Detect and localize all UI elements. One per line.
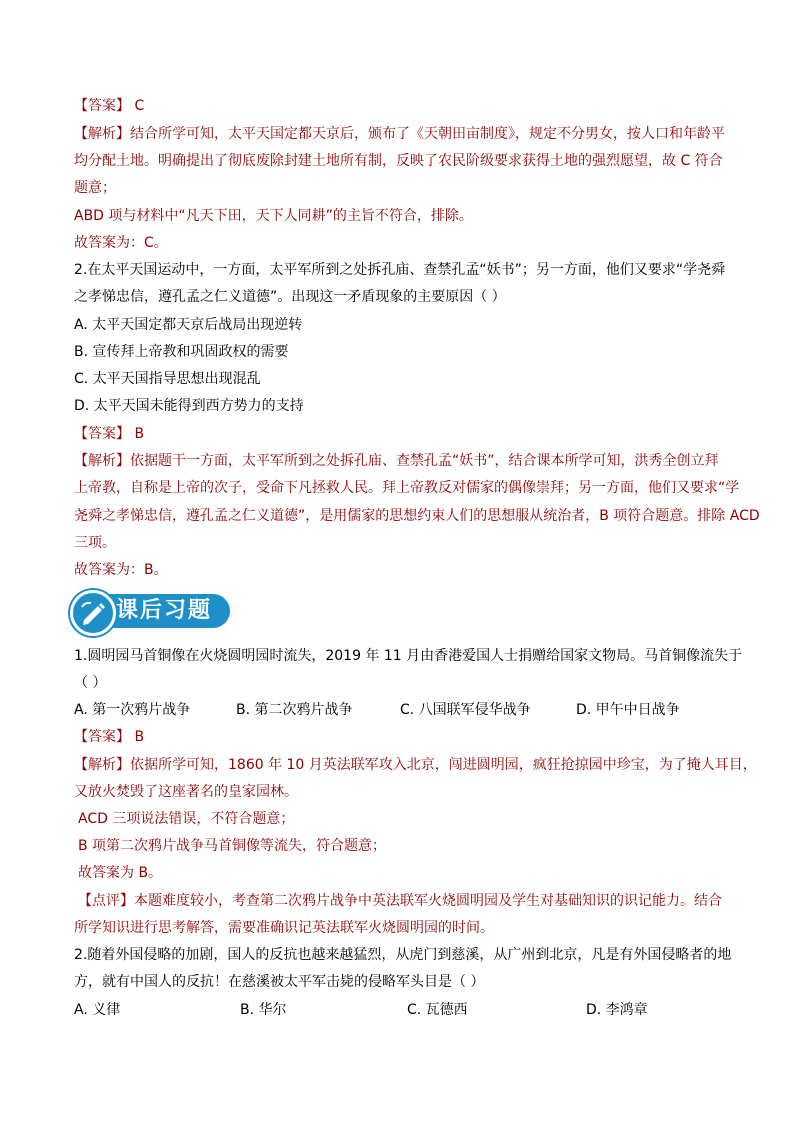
conclusion-text: 故答案为 B。 bbox=[78, 865, 163, 881]
analysis-text: B 项第二次鸦片战争马首铜像等流失，符合题意； bbox=[78, 838, 387, 854]
analysis-tag: 【解析】 bbox=[74, 453, 130, 469]
option-d: D. 甲午中日战争 bbox=[576, 702, 680, 718]
analysis-text: 结合所学可知，太平天国定都天京后，颁布了《天朝田亩制度》，规定不分男女，按人口和年龄平 bbox=[130, 126, 725, 142]
answer-value: B bbox=[134, 729, 145, 745]
analysis-text: 三项。 bbox=[74, 535, 116, 551]
conclusion-text: 故答案为：B。 bbox=[74, 562, 168, 578]
question-stem: 之孝悌忠信，遵孔孟之仁义道德”。出现这一矛盾现象的主要原因（ ） bbox=[74, 289, 506, 305]
pencil-icon-graphic bbox=[73, 593, 113, 633]
answer-line bbox=[74, 424, 144, 444]
option-c: C. 太平天国指导思想出现混乱 bbox=[74, 371, 261, 387]
analysis-text: 依据所学可知，1860 年 10 月英法联军攻入北京，闯进圆明园，疯狂抢掠园中珍宝，为了掩人耳目， bbox=[130, 757, 757, 773]
option-a: A. 太平天国定都天京后战局出现逆转 bbox=[74, 317, 303, 333]
option-b: B. 华尔 bbox=[240, 1002, 287, 1018]
conclusion-text: 故答案为：C。 bbox=[74, 235, 168, 251]
option-c: C. 八国联军侵华战争 bbox=[400, 702, 531, 718]
answer-tag: 【答案】 bbox=[74, 426, 130, 442]
analysis-text: 均分配土地。明确提出了彻底废除封建土地所有制，反映了农民阶级要求获得土地的强烈愿望，故 C 符合 bbox=[74, 153, 723, 169]
answer-tag: 【答案】 bbox=[74, 98, 130, 114]
question-stem: 2.随着外国侵略的加剧，国人的反抗也越来越猛烈，从虎门到慈溪，从广州到北京，凡是有外国侵略者的地 bbox=[74, 947, 732, 963]
analysis-text: ABD 项与材料中“凡天下田，天下人同耕”的主旨不符合，排除。 bbox=[74, 208, 473, 224]
analysis-line bbox=[74, 451, 719, 471]
answer-value: C bbox=[134, 98, 145, 114]
option-b: B. 宣传拜上帝教和巩固政权的需要 bbox=[74, 344, 289, 360]
analysis-text: 上帝教，自称是上帝的次子，受命下凡拯救人民。拜上帝教反对儒家的偶像崇拜；另一方面，他们又要求“学 bbox=[74, 480, 740, 496]
comment-text: 所学知识进行思考解答，需要准确识记英法联军火烧圆明园的时间。 bbox=[74, 920, 494, 936]
section-title: 课后习题 bbox=[116, 598, 213, 623]
question-stem: 1.圆明园马首铜像在火烧圆明园时流失，2019 年 11 月由香港爱国人士捐赠给国家文物局。马首铜像流失于 bbox=[74, 648, 743, 664]
analysis-text: 又放火焚毁了这座著名的皇家园林。 bbox=[74, 784, 298, 800]
comment-line bbox=[78, 891, 722, 911]
comment-text: 本题难度较小，考查第二次鸦片战争中英法联军火烧圆明园及学生对基础知识的识记能力。结合 bbox=[134, 893, 722, 909]
answer-line bbox=[74, 96, 144, 116]
question-stem: （ ） bbox=[74, 675, 107, 691]
analysis-tag: 【解析】 bbox=[74, 757, 130, 773]
option-b: B. 第二次鸦片战争 bbox=[236, 702, 353, 718]
option-c: C. 瓦德西 bbox=[407, 1002, 468, 1018]
analysis-text: ACD 三项说法错误，不符合题意； bbox=[78, 811, 295, 827]
analysis-text: 依据题干一方面，太平军所到之处拆孔庙、查禁孔孟“妖书”，结合课本所学可知，洪秀全创立拜 bbox=[130, 453, 719, 469]
option-d: D. 李鸿章 bbox=[586, 1002, 648, 1018]
comment-tag: 【点评】 bbox=[78, 893, 134, 909]
section-header bbox=[70, 588, 230, 632]
option-a: A. 义律 bbox=[74, 1002, 121, 1018]
pencil-icon bbox=[70, 590, 116, 636]
answer-tag: 【答案】 bbox=[74, 729, 130, 745]
question-stem: 2.在太平天国运动中，一方面，太平军所到之处拆孔庙、查禁孔孟“妖书”；另一方面，他们又要求“学尧舜 bbox=[74, 262, 726, 278]
option-a: A. 第一次鸦片战争 bbox=[74, 702, 191, 718]
analysis-text: 尧舜之孝悌忠信，遵孔孟之仁义道德”，是用儒家的思想约束人们的思想服从统治者，B 项符合题意。排除 ACD bbox=[74, 508, 760, 524]
analysis-text: 题意； bbox=[74, 180, 116, 196]
option-d: D. 太平天国未能得到西方势力的支持 bbox=[74, 398, 304, 414]
analysis-line bbox=[74, 755, 757, 775]
analysis-line bbox=[74, 124, 725, 144]
answer-line bbox=[74, 727, 144, 747]
answer-value: B bbox=[134, 426, 145, 442]
analysis-tag: 【解析】 bbox=[74, 126, 130, 142]
question-stem: 方，就有中国人的反抗！在慈溪被太平军击毙的侵略军头目是（ ） bbox=[74, 974, 485, 990]
